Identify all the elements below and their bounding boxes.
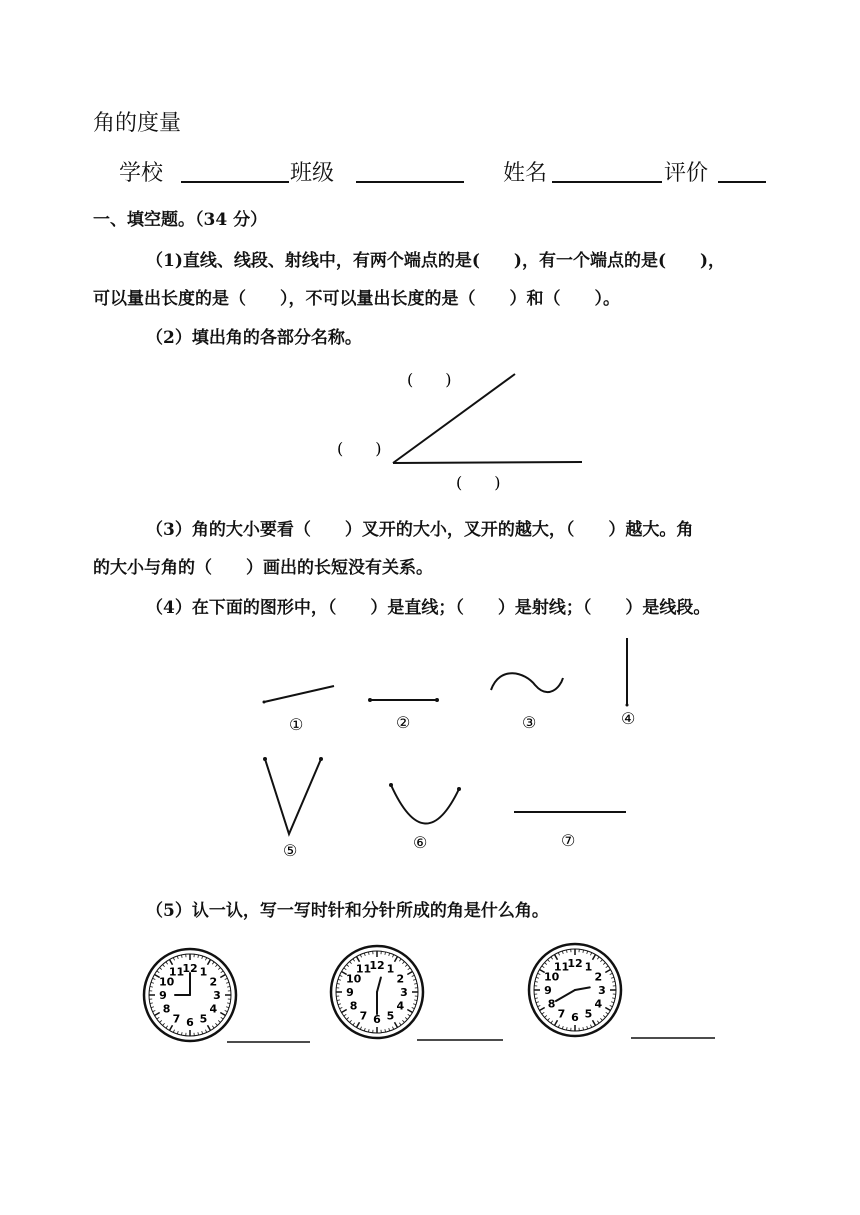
clock-tick bbox=[413, 1004, 416, 1005]
clock-tick bbox=[202, 956, 203, 959]
clock-number: 2 bbox=[209, 975, 218, 989]
clock-tick bbox=[405, 1017, 407, 1019]
clock-tick bbox=[368, 1029, 369, 1032]
clock-tick bbox=[558, 953, 559, 956]
clock-tick bbox=[218, 1020, 220, 1022]
clock-tick bbox=[151, 982, 154, 983]
q1-line2: 可以量出长度的是（ ），不可以量出长度的是（ ）和（ ）。 bbox=[93, 289, 620, 309]
clock-tick bbox=[597, 957, 599, 959]
clock-tick bbox=[611, 977, 614, 978]
clock-number: 11 bbox=[168, 965, 185, 979]
clock-tick bbox=[542, 1012, 544, 1014]
hour-hand bbox=[377, 978, 381, 992]
clock-tick bbox=[221, 971, 223, 973]
clock-tick bbox=[399, 959, 401, 961]
clock-number: 12 bbox=[567, 957, 583, 970]
clock-tick bbox=[414, 1000, 417, 1001]
clock-tick bbox=[157, 971, 159, 973]
clock-tick bbox=[605, 970, 610, 973]
clock-tick bbox=[364, 953, 365, 956]
shape-label-4: ④ bbox=[621, 709, 636, 728]
clock-tick bbox=[163, 965, 165, 967]
clock-tick bbox=[412, 975, 415, 976]
clock-tick bbox=[611, 1002, 614, 1003]
clock-tick bbox=[538, 1005, 541, 1006]
q3-line1: （3）角的大小要看（ ）叉开的大小，叉开的越大，（ ）越大。角 bbox=[146, 520, 694, 540]
shape-label-2: ② bbox=[396, 713, 411, 732]
clock-tick bbox=[551, 1021, 553, 1023]
clock-tick bbox=[338, 979, 341, 980]
clock-tick bbox=[181, 1032, 182, 1035]
clock-tick bbox=[558, 1025, 559, 1028]
clock-tick bbox=[600, 960, 602, 962]
clock-number: 11 bbox=[355, 962, 372, 976]
clock-tick bbox=[413, 979, 416, 980]
clock-tick bbox=[347, 1017, 349, 1019]
clock-tick bbox=[364, 1028, 365, 1031]
clock-number: 3 bbox=[213, 989, 221, 1002]
angle-blank-top[interactable]: ( ) bbox=[407, 370, 452, 389]
q2-text: （2）填出角的各部分名称。 bbox=[146, 328, 362, 348]
shape-3-curve bbox=[491, 673, 563, 692]
clock-tick bbox=[360, 1027, 361, 1030]
clock-tick bbox=[389, 953, 390, 956]
school-label: 学校 bbox=[119, 161, 164, 186]
clock-number: 5 bbox=[199, 1012, 208, 1026]
clock-tick bbox=[536, 977, 539, 978]
clock-tick bbox=[605, 1008, 610, 1011]
clock-tick bbox=[606, 966, 608, 968]
clock-number: 9 bbox=[346, 986, 354, 999]
clock-number: 11 bbox=[553, 960, 570, 974]
clock-number: 5 bbox=[386, 1009, 395, 1023]
clock-tick bbox=[166, 1026, 168, 1028]
clock-tick bbox=[562, 951, 563, 954]
clock-tick bbox=[350, 1020, 352, 1022]
clock-tick bbox=[221, 1017, 223, 1019]
clock-tick bbox=[395, 956, 398, 961]
clock-tick bbox=[610, 973, 613, 974]
clock-tick bbox=[545, 963, 547, 965]
clock-tick bbox=[535, 981, 538, 982]
clock-tick bbox=[212, 1026, 214, 1028]
clock-tick bbox=[205, 958, 206, 961]
clock-number: 9 bbox=[159, 989, 167, 1002]
angle-diagram bbox=[337, 370, 582, 492]
clock-tick bbox=[583, 950, 584, 953]
clock-number: 8 bbox=[162, 1002, 171, 1016]
clock-tick bbox=[198, 955, 199, 958]
clock-tick bbox=[392, 955, 393, 958]
clock-tick bbox=[548, 1018, 550, 1020]
clock-number: 7 bbox=[557, 1007, 566, 1021]
clock-number: 3 bbox=[598, 984, 606, 997]
angle-blank-left[interactable]: ( ) bbox=[337, 439, 382, 458]
clock-number: 5 bbox=[584, 1007, 593, 1021]
clock-number: 6 bbox=[571, 1011, 579, 1024]
clock-tick bbox=[385, 1029, 386, 1032]
clock-tick bbox=[154, 1013, 159, 1016]
clock-tick bbox=[606, 1012, 608, 1014]
clock-3 bbox=[529, 944, 621, 1036]
clock-tick bbox=[227, 1003, 230, 1004]
clock-tick bbox=[399, 1023, 401, 1025]
q3-line2: 的大小与角的（ ）画出的长短没有关系。 bbox=[93, 558, 433, 578]
clock-tick bbox=[407, 1010, 412, 1013]
shape-5-angle bbox=[265, 759, 321, 834]
clock-tick bbox=[357, 956, 360, 961]
clock-tick bbox=[177, 1031, 178, 1034]
clock-tick bbox=[583, 1027, 584, 1030]
clock-tick bbox=[347, 965, 349, 967]
clock-number: 1 bbox=[199, 965, 208, 979]
clock-tick bbox=[385, 952, 386, 955]
clock-tick bbox=[225, 978, 228, 979]
eval-label: 评价 bbox=[664, 161, 709, 186]
shape-label-1: ① bbox=[289, 715, 304, 734]
clock-tick bbox=[353, 1023, 355, 1025]
clock-tick bbox=[225, 1010, 228, 1011]
clock-tick bbox=[173, 1030, 174, 1033]
clock-2 bbox=[331, 946, 423, 1038]
clock-tick bbox=[166, 962, 168, 964]
shapes-row-1 bbox=[263, 638, 636, 734]
clock-tick bbox=[548, 960, 550, 962]
clock-tick bbox=[220, 975, 225, 978]
clock-tick bbox=[555, 954, 558, 959]
clock-number: 3 bbox=[400, 986, 408, 999]
clock-tick bbox=[198, 1032, 199, 1035]
clock-tick bbox=[593, 954, 596, 959]
clock-tick bbox=[153, 978, 156, 979]
clock-tick bbox=[590, 953, 591, 956]
hour-hand bbox=[575, 987, 590, 990]
clock-tick bbox=[357, 1022, 360, 1027]
clock-number: 10 bbox=[158, 975, 175, 989]
shape-label-6: ⑥ bbox=[413, 833, 428, 852]
clock-tick bbox=[340, 975, 343, 976]
clock-tick bbox=[212, 962, 214, 964]
clock-tick bbox=[407, 972, 412, 975]
clock-tick bbox=[341, 1010, 346, 1013]
clock-tick bbox=[395, 1022, 398, 1027]
clock-tick bbox=[562, 1026, 563, 1029]
clock-tick bbox=[535, 998, 538, 999]
clock-tick bbox=[603, 1015, 605, 1017]
clock-number: 6 bbox=[186, 1016, 194, 1029]
clock-tick bbox=[392, 1027, 393, 1030]
shape-1-line bbox=[264, 686, 334, 702]
clock-tick bbox=[600, 1018, 602, 1020]
clock-number: 8 bbox=[349, 999, 358, 1013]
clock-tick bbox=[597, 1021, 599, 1023]
clock-number: 4 bbox=[594, 997, 603, 1011]
clock-number: 7 bbox=[359, 1009, 368, 1023]
clock-tick bbox=[408, 968, 410, 970]
clock-tick bbox=[353, 959, 355, 961]
class-label: 班级 bbox=[290, 161, 335, 186]
q4-text: （4）在下面的图形中，（ ）是直线；（ ）是射线；（ ）是线段。 bbox=[146, 598, 711, 618]
clock-number: 7 bbox=[172, 1012, 181, 1026]
clock-tick bbox=[151, 1007, 154, 1008]
clock-tick bbox=[350, 962, 352, 964]
clock-tick bbox=[227, 986, 230, 987]
clock-number: 2 bbox=[396, 972, 405, 986]
clock-tick bbox=[414, 983, 417, 984]
shape-6-arc bbox=[391, 785, 459, 824]
minute-hand bbox=[556, 990, 575, 1001]
clock-number: 10 bbox=[345, 972, 362, 986]
clock-tick bbox=[405, 965, 407, 967]
clock-tick bbox=[539, 1008, 544, 1011]
clock-tick bbox=[368, 952, 369, 955]
clock-tick bbox=[226, 982, 229, 983]
clock-number: 1 bbox=[584, 960, 593, 974]
clock-tick bbox=[612, 981, 615, 982]
clock-tick bbox=[177, 956, 178, 959]
clock-tick bbox=[551, 957, 553, 959]
clock-tick bbox=[205, 1030, 206, 1033]
clock-tick bbox=[587, 1026, 588, 1029]
clock-tick bbox=[344, 968, 346, 970]
q5-text: （5）认一认，写一写时针和分针所成的角是什么角。 bbox=[146, 901, 549, 921]
clock-tick bbox=[226, 1007, 229, 1008]
clock-tick bbox=[160, 968, 162, 970]
clock-tick bbox=[337, 1000, 340, 1001]
clock-tick bbox=[215, 1023, 217, 1025]
clock-tick bbox=[340, 1007, 343, 1008]
clock-tick bbox=[344, 1014, 346, 1016]
clock-tick bbox=[408, 1014, 410, 1016]
q1-line1: （1)直线、线段、射线中，有两个端点的是( )，有一个端点的是( )， bbox=[146, 251, 726, 271]
clock-number: 2 bbox=[594, 970, 603, 984]
name-label: 姓名 bbox=[503, 161, 548, 186]
clock-tick bbox=[202, 1031, 203, 1034]
clocks bbox=[144, 944, 621, 1041]
clock-tick bbox=[173, 958, 174, 961]
clock-tick bbox=[536, 1002, 539, 1003]
clock-number: 8 bbox=[547, 997, 556, 1011]
clock-tick bbox=[612, 998, 615, 999]
angle-blank-bottom[interactable]: ( ) bbox=[456, 473, 501, 492]
clock-tick bbox=[412, 1007, 415, 1008]
clock-tick bbox=[338, 1004, 341, 1005]
clock-tick bbox=[542, 966, 544, 968]
clock-number: 12 bbox=[182, 962, 198, 975]
clock-tick bbox=[402, 962, 404, 964]
clock-tick bbox=[555, 1020, 558, 1025]
clock-tick bbox=[160, 1020, 162, 1022]
clock-tick bbox=[538, 973, 541, 974]
clock-tick bbox=[218, 968, 220, 970]
clock-number: 9 bbox=[544, 984, 552, 997]
clock-tick bbox=[566, 950, 567, 953]
clock-tick bbox=[610, 1005, 613, 1006]
clock-tick bbox=[389, 1028, 390, 1031]
angle-lower-side bbox=[393, 462, 582, 463]
clock-tick bbox=[157, 1017, 159, 1019]
page-title: 角的度量 bbox=[93, 111, 182, 136]
clock-number: 1 bbox=[386, 962, 395, 976]
shape-label-5: ⑤ bbox=[283, 841, 298, 860]
clock-number: 4 bbox=[209, 1002, 218, 1016]
clock-tick bbox=[603, 963, 605, 965]
clock-tick bbox=[181, 955, 182, 958]
clock-tick bbox=[587, 951, 588, 954]
section-heading: 一、填空题。（34 分） bbox=[93, 210, 268, 230]
clock-number: 6 bbox=[373, 1013, 381, 1026]
clock-tick bbox=[220, 1013, 225, 1016]
clock-number: 10 bbox=[543, 970, 560, 984]
clock-tick bbox=[402, 1020, 404, 1022]
clock-tick bbox=[163, 1023, 165, 1025]
clock-tick bbox=[150, 1003, 153, 1004]
clock-number: 4 bbox=[396, 999, 405, 1013]
clock-tick bbox=[590, 1025, 591, 1028]
clock-tick bbox=[566, 1027, 567, 1030]
clock-tick bbox=[593, 1020, 596, 1025]
shapes-row-2 bbox=[263, 757, 626, 860]
clock-tick bbox=[337, 983, 340, 984]
clock-tick bbox=[150, 986, 153, 987]
clock-tick bbox=[215, 965, 217, 967]
clock-tick bbox=[170, 959, 173, 964]
clock-number: 12 bbox=[369, 959, 385, 972]
clock-1 bbox=[144, 949, 236, 1041]
clock-tick bbox=[208, 959, 211, 964]
clock-tick bbox=[208, 1025, 211, 1030]
clock-tick bbox=[360, 955, 361, 958]
clock-tick bbox=[153, 1010, 156, 1011]
shape-label-7: ⑦ bbox=[561, 831, 576, 850]
clock-tick bbox=[170, 1025, 173, 1030]
clock-tick bbox=[545, 1015, 547, 1017]
shape-label-3: ③ bbox=[522, 713, 537, 732]
